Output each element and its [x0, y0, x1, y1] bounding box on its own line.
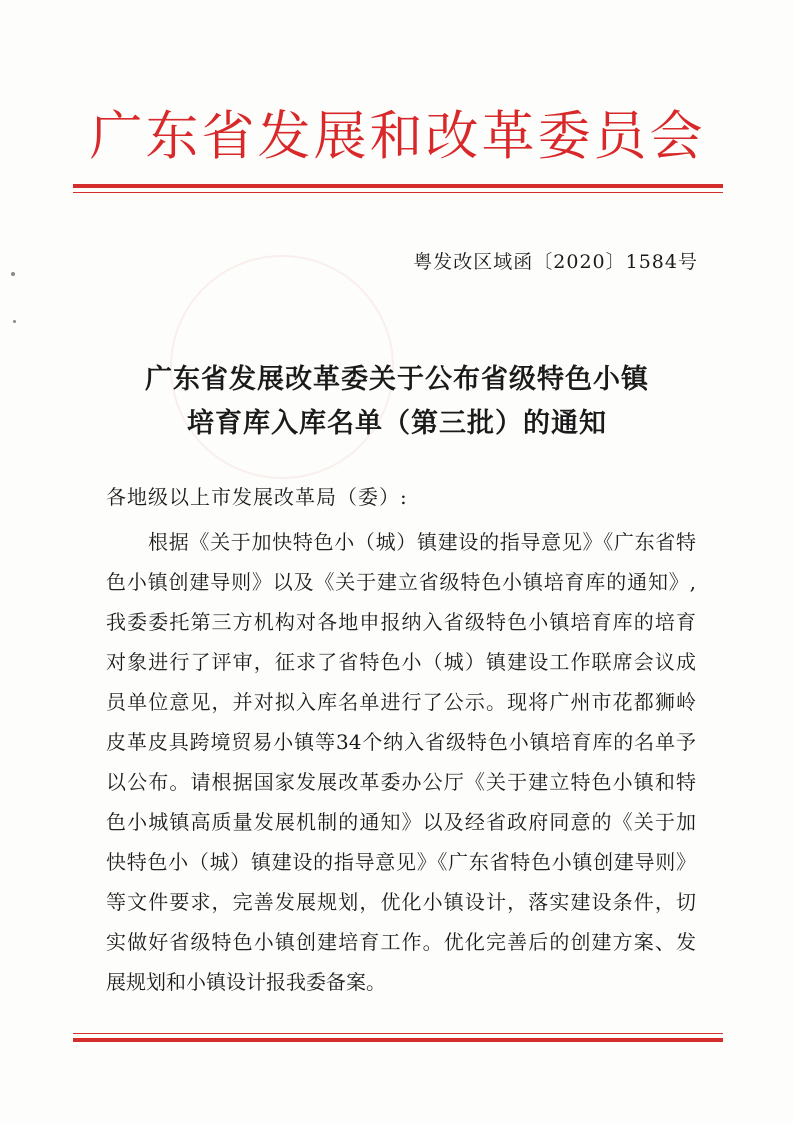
- body-line: 实做好省级特色小镇创建培育工作。优化完善后的创建方案、发: [106, 930, 696, 954]
- footer-rule-thick: [73, 1038, 723, 1042]
- body-line: 根据《关于加快特色小（城）镇建设的指导意见》《广东省特: [148, 530, 696, 554]
- body-line: 对象进行了评审，征求了省特色小（城）镇建设工作联席会议成: [106, 650, 696, 674]
- body-line: 等文件要求，完善发展规划，优化小镇设计，落实建设条件，切: [106, 890, 696, 914]
- scan-speck: [11, 272, 15, 276]
- document-title: [100, 358, 694, 446]
- document-title-line-1: 广东省发展改革委关于公布省级特色小镇: [145, 364, 649, 395]
- letterhead-title: 广东省发展和改革委员会: [89, 106, 706, 167]
- body-line: 员单位意见，并对拟入库名单进行了公示。现将广州市花都狮岭: [106, 690, 696, 714]
- scan-speck: [13, 320, 16, 323]
- document-number: 粤发改区域函〔2020〕1584号: [413, 251, 698, 273]
- document-title-line-2: 培育库入库名单（第三批）的通知: [187, 408, 607, 439]
- body-line: 以公布。请根据国家发展改革委办公厅《关于建立特色小镇和特: [106, 770, 696, 794]
- letterhead-rule-thick: [73, 184, 723, 188]
- body-line: 色小城镇高质量发展机制的通知》以及经省政府同意的《关于加: [106, 810, 696, 834]
- body-line: 展规划和小镇设计报我委备案。: [106, 970, 386, 994]
- body-line: 皮革皮具跨境贸易小镇等34个纳入省级特色小镇培育库的名单予: [106, 730, 696, 754]
- body-line: 我委委托第三方机构对各地申报纳入省级特色小镇培育库的培育: [106, 610, 696, 634]
- body-line: 快特色小（城）镇建设的指导意见》《广东省特色小镇创建导则》: [106, 850, 696, 874]
- body-line: 色小镇创建导则》以及《关于建立省级特色小镇培育库的通知》,: [106, 570, 696, 594]
- salutation: 各地级以上市发展改革局（委）:: [106, 485, 408, 509]
- footer-rule-thin: [73, 1033, 723, 1034]
- letterhead-rule-thin: [73, 192, 723, 193]
